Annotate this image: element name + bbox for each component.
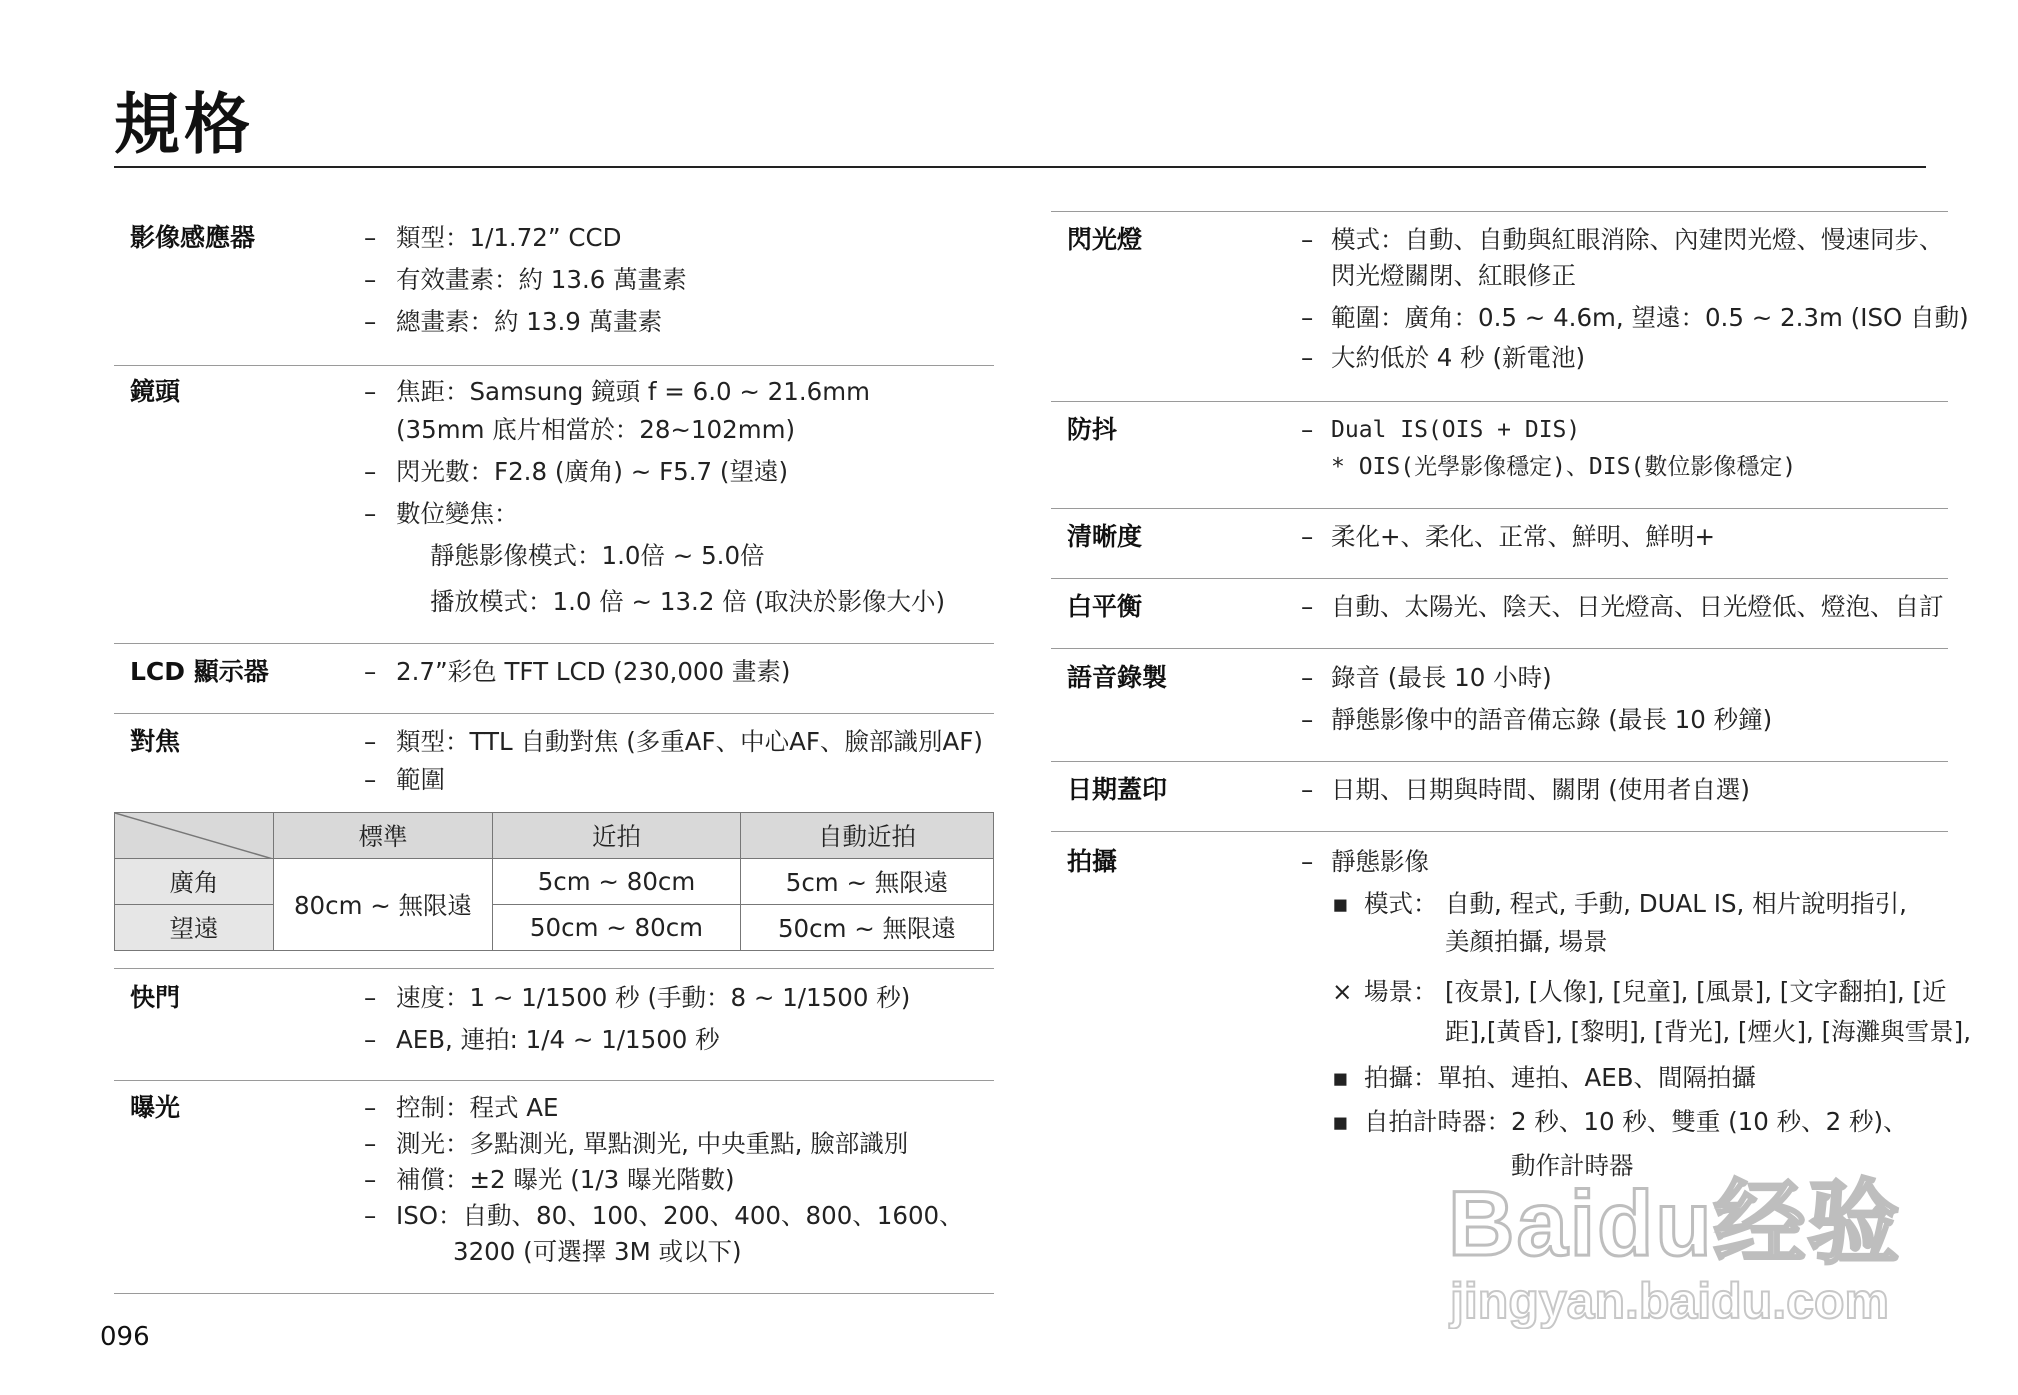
dash: – bbox=[364, 1165, 377, 1194]
bullet: ▪ bbox=[1332, 1063, 1349, 1092]
focus-label: 對焦 bbox=[130, 727, 181, 756]
dash: – bbox=[364, 377, 377, 406]
section-divider bbox=[114, 1080, 994, 1081]
dash: – bbox=[1301, 592, 1314, 621]
section-divider bbox=[1051, 761, 1948, 762]
dash: – bbox=[364, 1129, 377, 1158]
table-row bbox=[115, 859, 994, 905]
shooting-self-timer-cont: 動作計時器 bbox=[1511, 1151, 1634, 1180]
shooting-mode-value: 自動, 程式, 手動, DUAL IS, 相片說明指引, bbox=[1445, 889, 1907, 918]
shooting-label: 拍攝 bbox=[1067, 847, 1118, 876]
section-divider bbox=[114, 968, 994, 969]
section-divider bbox=[1051, 648, 1948, 649]
header-auto-macro: 自動近拍 bbox=[741, 813, 994, 859]
dash: – bbox=[364, 307, 377, 336]
sharpness-options: 柔化+、柔化、正常、鮮明、鮮明+ bbox=[1331, 522, 1716, 551]
lcd-label: LCD 顯示器 bbox=[130, 657, 269, 686]
voice-label: 語音錄製 bbox=[1067, 663, 1168, 692]
white-balance-label: 白平衡 bbox=[1067, 592, 1143, 621]
watermark-logo: Baidu经验 bbox=[1448, 1173, 1902, 1275]
dash: – bbox=[1301, 705, 1314, 734]
dash: – bbox=[1301, 775, 1314, 804]
date-imprint-label: 日期蓋印 bbox=[1067, 775, 1168, 804]
dash: – bbox=[364, 1025, 377, 1054]
wide-auto-macro-range: 5cm ~ 無限遠 bbox=[741, 859, 994, 905]
exposure-iso-cont: 3200 (可選擇 3M 或以下) bbox=[453, 1237, 742, 1266]
stabilization-label: 防抖 bbox=[1067, 415, 1118, 444]
cross-bullet: × bbox=[1332, 977, 1353, 1006]
tele-macro-range: 50cm ~ 80cm bbox=[493, 905, 741, 951]
focus-type: 類型：TTL 自動對焦 (多重AF、中心AF、臉部識別AF) bbox=[396, 727, 983, 756]
shutter-aeb: AEB, 連拍: 1/4 ~ 1/1500 秒 bbox=[396, 1025, 720, 1054]
section-divider bbox=[1051, 831, 1948, 832]
shooting-mode-value-cont: 美顏拍攝, 場景 bbox=[1445, 927, 1608, 956]
shooting-drive: 拍攝：單拍、連拍、AEB、間隔拍攝 bbox=[1364, 1063, 1757, 1092]
shooting-scene-key: 場景： bbox=[1364, 977, 1438, 1006]
section-divider bbox=[1051, 401, 1948, 402]
baidu-watermark bbox=[1440, 1150, 1920, 1350]
flash-range: 範圍：廣角：0.5 ~ 4.6m, 望遠：0.5 ~ 2.3m (ISO 自動) bbox=[1331, 303, 1969, 332]
stabilization-type: Dual IS(OIS + DIS) bbox=[1331, 417, 1581, 443]
corner-diagonal bbox=[115, 813, 273, 859]
dash: – bbox=[364, 1093, 377, 1122]
date-imprint-options: 日期、日期與時間、關閉 (使用者自選) bbox=[1331, 775, 1750, 804]
dash: – bbox=[364, 657, 377, 686]
header-macro: 近拍 bbox=[493, 813, 741, 859]
lens-focal-length: 焦距：Samsung 鏡頭 f = 6.0 ~ 21.6mm bbox=[396, 377, 870, 406]
exposure-iso: ISO：自動、80、100、200、400、800、1600、 bbox=[396, 1201, 964, 1230]
flash-recharge: 大約低於 4 秒 (新電池) bbox=[1331, 343, 1586, 372]
title-rule bbox=[114, 166, 1926, 168]
dash: – bbox=[1301, 847, 1314, 876]
wide-macro-range: 5cm ~ 80cm bbox=[493, 859, 741, 905]
dash: – bbox=[364, 765, 377, 794]
lens-still-zoom: 靜態影像模式：1.0倍 ~ 5.0倍 bbox=[430, 541, 765, 570]
section-divider bbox=[1051, 508, 1948, 509]
lens-f-number: 閃光數：F2.8 (廣角) ~ F5.7 (望遠) bbox=[396, 457, 789, 486]
normal-range: 80cm ~ 無限遠 bbox=[274, 859, 493, 951]
focus-range-table bbox=[114, 812, 994, 951]
dash: – bbox=[364, 983, 377, 1012]
stabilization-note: * OIS(光學影像穩定)、DIS(數位影像穩定) bbox=[1331, 454, 1797, 480]
bullet: ▪ bbox=[1332, 889, 1349, 918]
dash: – bbox=[364, 457, 377, 486]
dash: – bbox=[1301, 522, 1314, 551]
image-sensor-label: 影像感應器 bbox=[130, 223, 256, 252]
section-divider bbox=[1051, 578, 1948, 579]
shooting-still: 靜態影像 bbox=[1331, 847, 1429, 876]
exposure-compensation: 補償：±2 曝光 (1/3 曝光階數) bbox=[396, 1165, 735, 1194]
sensor-type: 類型：1/1.72” CCD bbox=[396, 223, 622, 252]
watermark-url: jingyan.baidu.com bbox=[1450, 1273, 1889, 1329]
table-corner bbox=[115, 813, 274, 859]
row-wide-label: 廣角 bbox=[115, 859, 274, 905]
row-tele-label: 望遠 bbox=[115, 905, 274, 951]
shooting-mode-key: 模式： bbox=[1364, 889, 1438, 918]
section-divider bbox=[114, 713, 994, 714]
voice-recording: 錄音 (最長 10 小時) bbox=[1331, 663, 1552, 692]
exposure-control: 控制：程式 AE bbox=[396, 1093, 559, 1122]
sensor-effective-pixels: 有效畫素：約 13.6 萬畫素 bbox=[396, 265, 687, 294]
dash: – bbox=[364, 499, 377, 528]
section-divider bbox=[1051, 211, 1948, 212]
flash-label: 閃光燈 bbox=[1067, 225, 1143, 254]
lcd-spec: 2.7”彩色 TFT LCD (230,000 畫素) bbox=[396, 657, 791, 686]
shooting-scene-value: [夜景], [人像], [兒童], [風景], [文字翻拍], [近 bbox=[1445, 977, 1947, 1006]
sharpness-label: 清晰度 bbox=[1067, 522, 1143, 551]
section-divider bbox=[114, 643, 994, 644]
bullet: ▪ bbox=[1332, 1107, 1349, 1136]
table-row bbox=[115, 905, 994, 951]
page-title: 規格 bbox=[114, 86, 254, 163]
flash-mode: 模式：自動、自動與紅眼消除、內建閃光燈、慢速同步、 bbox=[1331, 225, 1944, 254]
flash-mode-cont: 閃光燈關閉、紅眼修正 bbox=[1331, 261, 1576, 290]
lens-play-zoom: 播放模式：1.0 倍 ~ 13.2 倍 (取決於影像大小) bbox=[430, 587, 946, 616]
dash: – bbox=[364, 727, 377, 756]
dash: – bbox=[364, 223, 377, 252]
section-divider bbox=[114, 1293, 994, 1294]
white-balance-options: 自動、太陽光、陰天、日光燈高、日光燈低、燈泡、自訂 bbox=[1331, 592, 1944, 621]
dash: – bbox=[1301, 415, 1314, 444]
tele-auto-macro-range: 50cm ~ 無限遠 bbox=[741, 905, 994, 951]
shooting-scene-value-cont: 距],[黃昏], [黎明], [背光], [煙火], [海灘與雪景], bbox=[1445, 1017, 1972, 1046]
dash: – bbox=[1301, 303, 1314, 332]
sensor-total-pixels: 總畫素：約 13.9 萬畫素 bbox=[396, 307, 663, 336]
dash: – bbox=[1301, 343, 1314, 372]
lens-digital-zoom: 數位變焦： bbox=[396, 499, 519, 528]
lens-label: 鏡頭 bbox=[130, 377, 181, 406]
page-number: 096 bbox=[100, 1322, 150, 1352]
shooting-self-timer: 自拍計時器：2 秒、10 秒、雙重 (10 秒、2 秒)、 bbox=[1364, 1107, 1908, 1136]
exposure-metering: 測光：多點測光, 單點測光, 中央重點, 臉部識別 bbox=[396, 1129, 909, 1158]
voice-memo: 靜態影像中的語音備忘錄 (最長 10 秒鐘) bbox=[1331, 705, 1773, 734]
exposure-label: 曝光 bbox=[130, 1093, 181, 1122]
dash: – bbox=[364, 265, 377, 294]
dash: – bbox=[364, 1201, 377, 1230]
shutter-speed: 速度：1 ~ 1/1500 秒 (手動：8 ~ 1/1500 秒) bbox=[396, 983, 911, 1012]
dash: – bbox=[1301, 663, 1314, 692]
lens-focal-equivalent: (35mm 底片相當於：28~102mm) bbox=[396, 415, 796, 444]
shutter-label: 快門 bbox=[130, 983, 181, 1012]
section-divider bbox=[114, 365, 994, 366]
header-normal: 標準 bbox=[274, 813, 493, 859]
focus-range: 範圍 bbox=[396, 765, 445, 794]
dash: – bbox=[1301, 225, 1314, 254]
